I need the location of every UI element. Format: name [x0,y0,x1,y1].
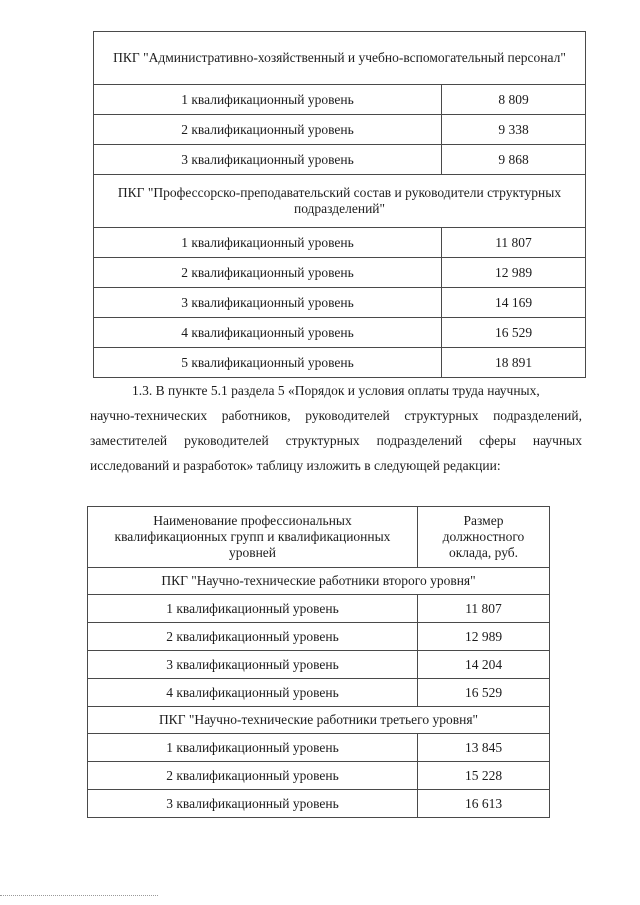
salary-cell: 14 204 [418,651,550,679]
salary-cell: 15 228 [418,762,550,790]
level-cell: 3 квалификационный уровень [88,790,418,818]
salary-cell: 11 807 [442,228,586,258]
salary-cell: 11 807 [418,595,550,623]
salary-cell: 18 891 [442,348,586,378]
group-header-row [88,568,550,595]
level-cell: 2 квалификационный уровень [94,258,442,288]
level-cell: 1 квалификационный уровень [94,228,442,258]
level-cell: 1 квалификационный уровень [88,734,418,762]
group-title: ПКГ "Административно-хозяйственный и учебно-вспомогательный персонал" [94,32,586,85]
level-cell: 4 квалификационный уровень [94,318,442,348]
table-row [88,790,550,818]
salary-cell: 16 529 [418,679,550,707]
table-row [94,115,586,145]
level-cell: 2 квалификационный уровень [94,115,442,145]
salary-cell: 13 845 [418,734,550,762]
group-title: ПКГ "Научно-технические работники второго уровня" [88,568,550,595]
level-cell: 4 квалификационный уровень [88,679,418,707]
table-row [94,85,586,115]
salary-cell: 14 169 [442,288,586,318]
table-row [94,258,586,288]
table-row [94,318,586,348]
salary-cell: 9 338 [442,115,586,145]
level-cell: 5 квалификационный уровень [94,348,442,378]
group-header-row [88,707,550,734]
salary-cell: 9 868 [442,145,586,175]
table-row [88,734,550,762]
salary-cell: 12 989 [442,258,586,288]
salary-table-2 [87,506,550,818]
level-cell: 1 квалификационный уровень [88,595,418,623]
footer-divider [0,895,158,896]
paragraph-text: научно-технических работников, руководителей структурных подразделений, заместителей руководителей структурных подразделений сферы научных исследований и разработок» таблицу изложить в следующей редакции: [90,408,582,473]
column-header-name: Наименование профессиональных квалификационных групп и квалификационных уровней [88,507,418,568]
table-row [94,348,586,378]
level-cell: 2 квалификационный уровень [88,762,418,790]
table-row [94,228,586,258]
salary-cell: 16 529 [442,318,586,348]
table-row [94,145,586,175]
table-row [88,595,550,623]
salary-cell: 12 989 [418,623,550,651]
table-row [94,288,586,318]
group-header-row [94,175,586,228]
amendment-paragraph [90,378,582,478]
level-cell: 3 квалификационный уровень [94,145,442,175]
salary-cell: 8 809 [442,85,586,115]
group-header-row [94,32,586,85]
paragraph-first-line: 1.3. В пункте 5.1 раздела 5 «Порядок и условия оплаты труда научных, [132,383,540,398]
salary-cell: 16 613 [418,790,550,818]
table-row [88,651,550,679]
column-header-row [88,507,550,568]
level-cell: 3 квалификационный уровень [94,288,442,318]
table-row [88,679,550,707]
salary-table-1 [93,31,586,378]
group-title: ПКГ "Научно-технические работники третьего уровня" [88,707,550,734]
table-row [88,623,550,651]
table-row [88,762,550,790]
group-title: ПКГ "Профессорско-преподавательский состав и руководители структурных подразделений" [94,175,586,228]
level-cell: 1 квалификационный уровень [94,85,442,115]
level-cell: 3 квалификационный уровень [88,651,418,679]
level-cell: 2 квалификационный уровень [88,623,418,651]
column-header-salary: Размер должностного оклада, руб. [418,507,550,568]
